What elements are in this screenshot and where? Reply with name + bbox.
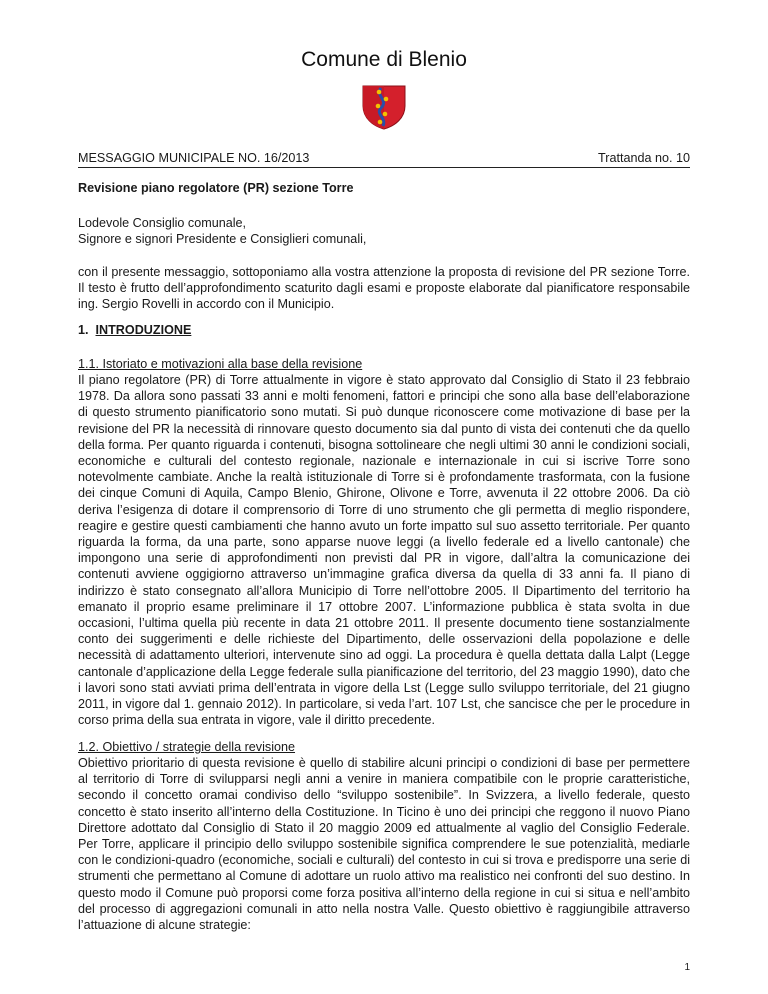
- subsection-1-2-text: Obiettivo prioritario di questa revisione è quello di stabilire alcuni principi o condizioni di base per permettere al territorio di Torre di svilupparsi negli anni a venire in maniera compatibile con le proprie caratteristiche, secondo il concetto oramai condiviso dello “sviluppo sostenibile”. In Svizzera, a livello federale, questo concetto è stato inserito all’interno della Costituzione. In Ticino è uno dei principi che reggono il nuovo Piano Direttore adottato dal Consiglio di Stato il 20 maggio 2009 ed attualmente al vaglio del Consiglio Federale. Per Torre, applicare il principio dello sviluppo sostenibile significa comprendere le sue potenzialità, mediarle con le condizioni-quadro (economiche, sociali e culturali) del contesto in cui si trova e predisporre una serie di strumenti che permettano al Comune di adottare un ruolo attivo ma realistico nei confronti del suo destino. In questo modo il Comune può proporsi come forza positiva all’interno della regione in cui si situa e nell’ambito del processo di aggregazioni comunali in atto nella nostra Valle. Questo obiettivo è raggiungibile attraverso l’attuazione di alcune strategie:: [78, 756, 690, 933]
- salutation-line-2: Signore e signori Presidente e Consiglieri comunali,: [78, 232, 367, 247]
- message-number: MESSAGGIO MUNICIPALE NO. 16/2013: [78, 151, 310, 165]
- salutation-line-1: Lodevole Consiglio comunale,: [78, 216, 247, 230]
- coat-of-arms-icon: [359, 84, 409, 130]
- section-1-heading: [78, 322, 690, 338]
- section-1-title: INTRODUZIONE: [95, 323, 192, 337]
- subsection-1-1-title: 1.1. Istoriato e motivazioni alla base della revisione: [78, 357, 363, 371]
- subject-heading: Revisione piano regolatore (PR) sezione Torre: [78, 181, 354, 195]
- intro-paragraph: con il presente messaggio, sottoponiamo alla vostra attenzione la proposta di revisione del PR sezione Torre. Il testo è frutto dell’approfondimento scaturito dagli esami e proposte elaborate dal pianificatore responsabile ing. Sergio Rovelli in accordo con il Municipio.: [78, 265, 690, 312]
- section-1-number: 1.: [78, 323, 89, 337]
- subsection-1-2-title: 1.2. Obiettivo / strategie della revisione: [78, 740, 296, 754]
- page-number: 1: [684, 962, 690, 973]
- subsection-1-1-text: Il piano regolatore (PR) di Torre attualmente in vigore è stato approvato dal Consiglio di Stato il 23 febbraio 1978. Da allora sono passati 33 anni e molti fenomeni, fattori e principi che sono alla base dell’elaborazione di questo strumento pianificatorio sono mutati. Si può dunque riconoscere come motivazione di base per la revisione del PR la necessità di rinnovare questo documento sia dal punto di vista dei contenuti che da quello della forma. Per quanto riguarda i contenuti, bisogna sottolineare che negli ultimi 30 anni le condizioni sociali, economiche e culturali del contesto regionale, nazionale e internazionale in cui si iscrive Torre sono notevolmente cambiate. Anche la realtà istituzionale di Torre si è profondamente trasformata, con la fusione dei cinque Comuni di Aquila, Campo Blenio, Ghirone, Olivone e Torre, avvenuta il 22 ottobre 2006. Da ciò deriva l’esigenza di dotare il comprensorio di Torre di uno strumento che gli permetta di meglio rispondere, reagire e gestire questi cambiamenti che hanno avuto un forte impatto sul suo assetto territoriale. Per quanto riguarda la forma, da una parte, sono apparse nuove leggi (a livello federale ed a livello cantonale) che impongono una serie di approfondimenti non previsti dal PR in vigore, dall’altra la comunicazione dei contenuti avviene oggigiorno attraverso un’immagine grafica diversa da quella di 33 anni fa. Il piano di indirizzo è stato consegnato all’allora Municipio di Torre nell’ottobre 2005. Il Dipartimento del territorio ha emanato il proprio esame preliminare il 17 ottobre 2007. L’informazione pubblica è stata svolta in due occasioni, l’ultima quella più recente in data 21 ottobre 2011. Il presente documento tiene sostanzialmente conto dei suggerimenti e delle richieste del Dipartimento, delle osservazioni della popolazione e delle necessità di adattamento ulteriori, intervenute sino ad oggi. La procedura è quella dettata dalla Lalpt (Legge cantonale d’applicazione della Legge federale sulla pianificazione del territorio, del 23 maggio 1990), dato che i lavori sono stati avviati prima dell’entrata in vigore della Lst (Legge sullo sviluppo territoriale, del 21 giugno 2011, in vigore dal 1. gennaio 2012). In particolare, si veda l’art. 107 Lst, che sancisce che per le procedure in corso prima della sua entrata in vigore, vale il diritto precedente.: [78, 373, 690, 728]
- municipality-title: Comune di Blenio: [301, 48, 467, 71]
- message-header: [78, 151, 690, 168]
- agenda-item: Trattanda no. 10: [598, 151, 690, 165]
- salutation: [78, 215, 690, 247]
